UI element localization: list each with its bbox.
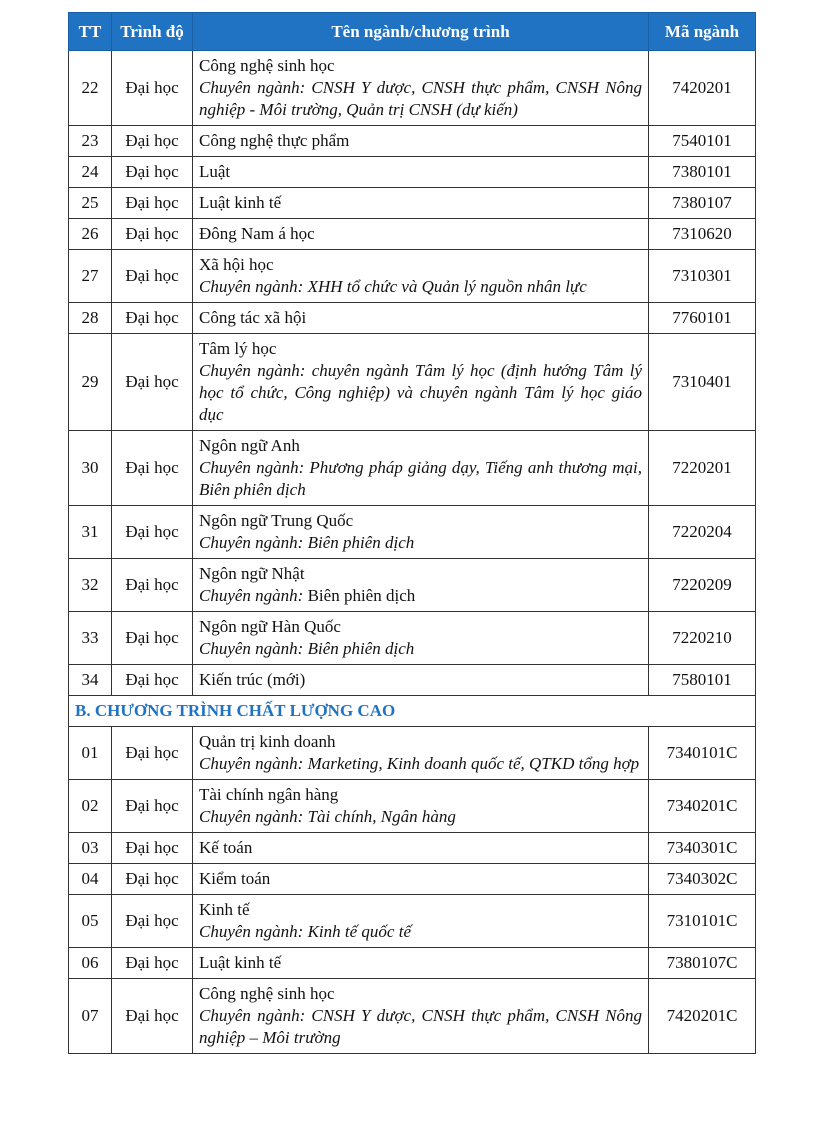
program-title: Ngôn ngữ Anh <box>199 436 300 455</box>
program-specialization: Chuyên ngành: Biên phiên dịch <box>199 533 415 552</box>
row-number: 28 <box>69 303 112 334</box>
table-row <box>69 250 756 303</box>
table-row <box>69 334 756 431</box>
header-program: Tên ngành/chương trình <box>193 13 649 51</box>
header-code: Mã ngành <box>649 13 756 51</box>
program-title: Luật kinh tế <box>199 953 282 972</box>
program-title: Đông Nam á học <box>199 224 315 243</box>
table-row <box>69 219 756 250</box>
row-program <box>193 780 649 833</box>
row-code: 7420201C <box>649 979 756 1054</box>
specialization-text: Biên phiên dịch <box>303 586 416 605</box>
row-level: Đại học <box>112 188 193 219</box>
row-program <box>193 506 649 559</box>
row-level: Đại học <box>112 727 193 780</box>
row-level: Đại học <box>112 157 193 188</box>
table-body <box>69 51 756 1054</box>
row-code: 7540101 <box>649 126 756 157</box>
row-program <box>193 727 649 780</box>
row-program <box>193 126 649 157</box>
table-row <box>69 126 756 157</box>
program-title: Xã hội học <box>199 255 274 274</box>
row-program <box>193 431 649 506</box>
header-level: Trình độ <box>112 13 193 51</box>
row-number: 31 <box>69 506 112 559</box>
program-specialization: Chuyên ngành: Phương pháp giảng dạy, Tiếng anh thương mại, Biên phiên dịch <box>199 458 642 499</box>
row-code: 7340101C <box>649 727 756 780</box>
row-level: Đại học <box>112 895 193 948</box>
program-title: Luật <box>199 162 231 181</box>
row-level: Đại học <box>112 219 193 250</box>
table-row <box>69 506 756 559</box>
row-level: Đại học <box>112 51 193 126</box>
row-number: 07 <box>69 979 112 1054</box>
row-number: 29 <box>69 334 112 431</box>
row-level: Đại học <box>112 780 193 833</box>
row-level: Đại học <box>112 559 193 612</box>
program-title: Công nghệ thực phẩm <box>199 131 350 150</box>
row-level: Đại học <box>112 126 193 157</box>
row-program <box>193 157 649 188</box>
row-number: 32 <box>69 559 112 612</box>
table-row <box>69 833 756 864</box>
table-row <box>69 780 756 833</box>
row-code: 7340302C <box>649 864 756 895</box>
header-tt: TT <box>69 13 112 51</box>
table-row <box>69 612 756 665</box>
program-title: Luật kinh tế <box>199 193 282 212</box>
program-specialization: Chuyên ngành: Kinh tế quốc tế <box>199 922 411 941</box>
row-level: Đại học <box>112 833 193 864</box>
row-code: 7580101 <box>649 665 756 696</box>
table-row <box>69 727 756 780</box>
table-row <box>69 979 756 1054</box>
row-program <box>193 51 649 126</box>
row-level: Đại học <box>112 303 193 334</box>
row-level: Đại học <box>112 979 193 1054</box>
row-code: 7220210 <box>649 612 756 665</box>
table-row <box>69 157 756 188</box>
row-program <box>193 559 649 612</box>
row-number: 05 <box>69 895 112 948</box>
row-program <box>193 833 649 864</box>
program-title: Quản trị kinh doanh <box>199 732 336 751</box>
row-number: 25 <box>69 188 112 219</box>
table-row <box>69 665 756 696</box>
program-specialization: Chuyên ngành: CNSH Y dược, CNSH thực phẩm, CNSH Nông nghiệp – Môi trường <box>199 1006 642 1047</box>
row-code: 7760101 <box>649 303 756 334</box>
table-row <box>69 51 756 126</box>
row-code: 7340301C <box>649 833 756 864</box>
program-title: Công nghệ sinh học <box>199 56 335 75</box>
row-program <box>193 188 649 219</box>
row-code: 7380107C <box>649 948 756 979</box>
program-specialization: Chuyên ngành: Biên phiên dịch <box>199 639 415 658</box>
row-program <box>193 948 649 979</box>
program-specialization: Chuyên ngành: CNSH Y dược, CNSH thực phẩm, CNSH Nông nghiệp - Môi trường, Quản trị CNSH (dự kiến) <box>199 78 642 119</box>
row-number: 27 <box>69 250 112 303</box>
table-row <box>69 864 756 895</box>
table-row <box>69 559 756 612</box>
row-number: 33 <box>69 612 112 665</box>
table-row <box>69 303 756 334</box>
program-title: Kiểm toán <box>199 869 271 888</box>
table-row <box>69 895 756 948</box>
row-number: 02 <box>69 780 112 833</box>
row-program <box>193 303 649 334</box>
row-code: 7340201C <box>649 780 756 833</box>
row-level: Đại học <box>112 612 193 665</box>
row-number: 03 <box>69 833 112 864</box>
table-row <box>69 188 756 219</box>
row-code: 7380107 <box>649 188 756 219</box>
row-number: 04 <box>69 864 112 895</box>
row-program <box>193 979 649 1054</box>
row-level: Đại học <box>112 665 193 696</box>
row-level: Đại học <box>112 431 193 506</box>
table-row <box>69 431 756 506</box>
row-number: 22 <box>69 51 112 126</box>
row-code: 7380101 <box>649 157 756 188</box>
program-title: Công tác xã hội <box>199 308 307 327</box>
program-title: Kế toán <box>199 838 253 857</box>
row-number: 06 <box>69 948 112 979</box>
table-header <box>69 13 756 51</box>
row-number: 23 <box>69 126 112 157</box>
specialization-label: Chuyên ngành: <box>199 586 304 605</box>
row-level: Đại học <box>112 334 193 431</box>
program-specialization: Chuyên ngành: chuyên ngành Tâm lý học (định hướng Tâm lý học tổ chức, Công nghiệp) và chuyên ngành Tâm lý học giáo dục <box>199 361 642 424</box>
row-level: Đại học <box>112 864 193 895</box>
row-code: 7310301 <box>649 250 756 303</box>
row-number: 30 <box>69 431 112 506</box>
program-specialization: Chuyên ngành: Tài chính, Ngân hàng <box>199 807 456 826</box>
row-code: 7310401 <box>649 334 756 431</box>
program-title: Ngôn ngữ Nhật <box>199 564 305 583</box>
row-level: Đại học <box>112 506 193 559</box>
row-code: 7220209 <box>649 559 756 612</box>
row-program <box>193 895 649 948</box>
row-program <box>193 250 649 303</box>
row-number: 24 <box>69 157 112 188</box>
row-level: Đại học <box>112 250 193 303</box>
program-title: Kinh tế <box>199 900 250 919</box>
program-specialization <box>199 585 642 607</box>
row-program <box>193 219 649 250</box>
row-program <box>193 665 649 696</box>
program-specialization: Chuyên ngành: XHH tổ chức và Quản lý nguồn nhân lực <box>199 277 587 296</box>
program-title: Tâm lý học <box>199 339 277 358</box>
row-code: 7310101C <box>649 895 756 948</box>
program-title: Công nghệ sinh học <box>199 984 335 1003</box>
program-title: Tài chính ngân hàng <box>199 785 339 804</box>
row-program <box>193 864 649 895</box>
row-code: 7220201 <box>649 431 756 506</box>
row-code: 7220204 <box>649 506 756 559</box>
program-title: Kiến trúc (mới) <box>199 670 306 689</box>
table-row <box>69 948 756 979</box>
row-number: 01 <box>69 727 112 780</box>
program-title: Ngôn ngữ Trung Quốc <box>199 511 354 530</box>
section-heading: B. CHƯƠNG TRÌNH CHẤT LƯỢNG CAO <box>69 696 756 727</box>
row-code: 7420201 <box>649 51 756 126</box>
section-heading-row <box>69 696 756 727</box>
program-title: Ngôn ngữ Hàn Quốc <box>199 617 341 636</box>
row-level: Đại học <box>112 948 193 979</box>
program-specialization: Chuyên ngành: Marketing, Kinh doanh quốc tế, QTKD tổng hợp <box>199 754 640 773</box>
programs-table <box>68 12 756 1054</box>
row-program <box>193 612 649 665</box>
row-code: 7310620 <box>649 219 756 250</box>
row-program <box>193 334 649 431</box>
row-number: 26 <box>69 219 112 250</box>
row-number: 34 <box>69 665 112 696</box>
